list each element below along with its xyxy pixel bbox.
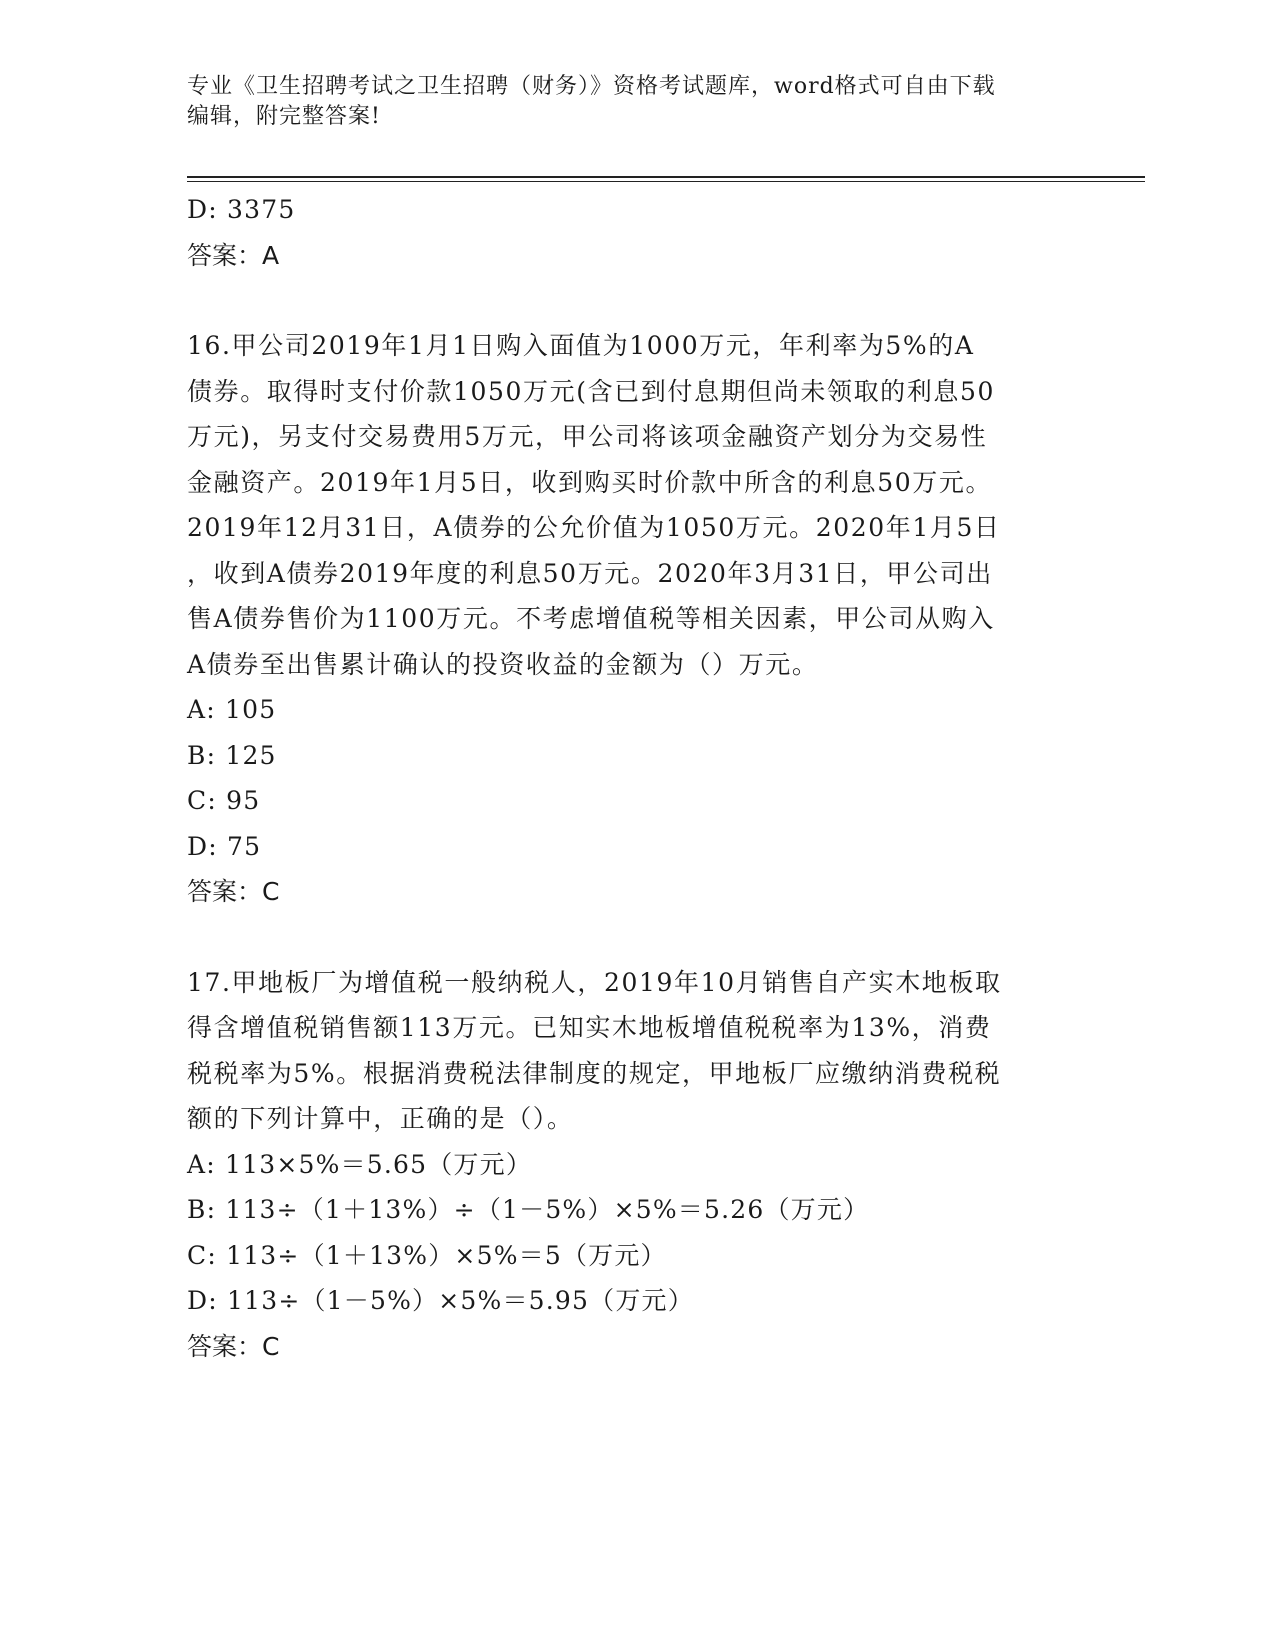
q17-option-d: D: 113÷（1－5%）×5%＝5.95（万元） [187, 1286, 694, 1315]
prev-option-d: D: 3375 [187, 195, 296, 224]
q17-option-c: C: 113÷（1＋13%）×5%＝5（万元） [187, 1240, 667, 1270]
header-rule-thick [187, 176, 1145, 178]
q17-option-a: A: 113×5%＝5.65（万元） [187, 1149, 533, 1179]
prev-answer: 答案：A [187, 240, 280, 270]
q16-option-d: D: 75 [187, 831, 262, 861]
q17-answer: 答案：C [187, 1331, 280, 1361]
header-rule-thin [187, 181, 1145, 182]
q16-line: 债券。取得时支付价款1050万元(含已到付息期但尚未领取的利息50 [187, 376, 995, 406]
q16-answer: 答案：C [187, 877, 280, 906]
q17-line: 税税率为5%。根据消费税法律制度的规定，甲地板厂应缴纳消费税税 [187, 1058, 1002, 1088]
q16-line: 16.甲公司2019年1月1日购入面值为1000万元，年利率为5%的A [187, 331, 975, 360]
spacer [187, 278, 1087, 323]
header-line-2: 编辑，附完整答案! [187, 104, 381, 129]
q16-line: 2019年12月31日，A债券的公允价值为1050万元。2020年1月5日 [187, 513, 1001, 542]
question-17 [187, 960, 1087, 1370]
page-header [187, 72, 1087, 132]
q16-option-c: C: 95 [187, 786, 261, 815]
header-line-1: 专业《卫生招聘考试之卫生招聘（财务）》资格考试题库，word格式可自由下载 [187, 74, 996, 99]
spacer [187, 915, 1087, 960]
q16-line: 售A债券售价为1100万元。不考虑增值税等相关因素，甲公司从购入 [187, 604, 995, 633]
q16-line: ，收到A债券2019年度的利息50万元。2020年3月31日，甲公司出 [187, 558, 993, 588]
q16-line: 金融资产。2019年1月5日，收到购买时价款中所含的利息50万元。 [187, 467, 993, 497]
q17-line: 得含增值税销售额113万元。已知实木地板增值税税率为13%，消费 [187, 1013, 992, 1042]
q16-option-b: B: 125 [187, 740, 277, 770]
q17-line: 额的下列计算中，正确的是（）。 [187, 1104, 574, 1133]
q16-line: A债券至出售累计确认的投资收益的金额为（）万元。 [187, 649, 819, 679]
q16-line: 万元)，另支付交易费用5万元，甲公司将该项金融资产划分为交易性 [187, 422, 988, 451]
question-16 [187, 323, 1087, 915]
q17-option-b: B: 113÷（1＋13%）÷（1－5%）×5%＝5.26（万元） [187, 1195, 870, 1224]
q16-option-a: A: 105 [187, 695, 277, 724]
q17-line: 17.甲地板厂为增值税一般纳税人，2019年10月销售自产实木地板取 [187, 967, 1002, 997]
document-body [187, 187, 1087, 1369]
